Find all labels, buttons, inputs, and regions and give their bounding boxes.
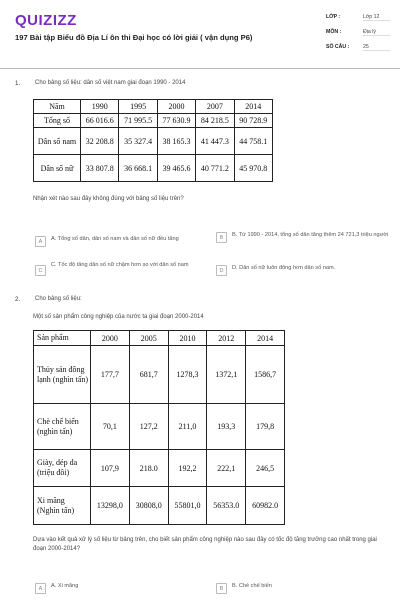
- header-divider: [0, 68, 400, 69]
- option-text: B. Chè chế biến: [232, 583, 272, 589]
- option-b[interactable]: [216, 232, 394, 243]
- table-cell: 107,9: [91, 450, 130, 487]
- meta-label: SỐ CÂU :: [326, 44, 350, 50]
- table-cell: 1372,1: [207, 346, 246, 404]
- table-row: [34, 155, 273, 182]
- question-1-prompt: Nhận xét nào sau đây không đúng với bảng số liệu trên?: [33, 196, 184, 202]
- table-cell: 90 728.9: [234, 114, 272, 128]
- question-2-text: Cho bảng số liệu:: [35, 296, 82, 302]
- table-header-row: [34, 331, 285, 346]
- table-header-cell: 2005: [129, 331, 168, 346]
- option-letter-badge: C: [35, 265, 46, 276]
- row-label: Dân số nữ: [34, 155, 81, 182]
- table-cell: 56353.0: [207, 487, 246, 525]
- table-cell: 681,7: [129, 346, 168, 404]
- meta-count: [326, 44, 390, 59]
- worksheet-title: 197 Bài tập Biểu đồ Địa Lí ôn thi Đại học có lời giải ( vận dụng P6): [15, 33, 253, 42]
- table-cell: 38 165.3: [157, 128, 195, 155]
- option-letter-badge: A: [35, 583, 46, 594]
- table-header-cell: 1990: [81, 100, 119, 114]
- table-cell: 44 758.1: [234, 128, 272, 155]
- table-row: [34, 346, 285, 404]
- meta-value: Lớp 12: [363, 14, 390, 21]
- option-c[interactable]: [35, 262, 210, 276]
- table-cell: 193,3: [207, 404, 246, 450]
- table-cell: 71 995.5: [119, 114, 157, 128]
- population-table: [33, 99, 273, 182]
- table-cell: 30808,0: [129, 487, 168, 525]
- quizizz-logo: QUIZIZZ: [15, 12, 77, 29]
- table-row: [34, 114, 273, 128]
- meta-value: 25: [363, 44, 390, 51]
- table-header-cell: Sản phẩm: [34, 331, 91, 346]
- row-label: Tổng số: [34, 114, 81, 128]
- meta-value: Địa lý: [363, 29, 390, 36]
- question-2-prompt: Dựa vào kết quả xử lý số liệu từ bảng trên, cho biết sản phẩm công nghiệp nào sau đây có tốc độ tăng trưởng cao nhất trong giai đoạn 2000-2014?: [33, 537, 377, 552]
- row-label: Chè chế biến (nghìn tấn): [34, 404, 91, 450]
- option-text: B. Từ 1990 - 2014, tổng số dân tăng thêm 24 721,3 triệu người: [232, 232, 389, 238]
- table-cell: 33 807.8: [81, 155, 119, 182]
- meta-label: LỚP :: [326, 14, 341, 20]
- question-1-number: 1.: [15, 80, 21, 87]
- table-cell: 36 668.1: [119, 155, 157, 182]
- table-cell: 35 327.4: [119, 128, 157, 155]
- table-cell: 70,1: [91, 404, 130, 450]
- row-label: Xi măng (Nghìn tấn): [34, 487, 91, 525]
- table-cell: 218.0: [129, 450, 168, 487]
- table-row: [34, 487, 285, 525]
- option-text: A. Xi măng: [51, 583, 79, 589]
- table-cell: 40 771.2: [196, 155, 234, 182]
- table-cell: 55801,0: [168, 487, 207, 525]
- worksheet-meta: [326, 14, 390, 59]
- option-text: D. Dân số nữ luôn đông hơn dân số nam.: [232, 265, 336, 271]
- table-row: [34, 404, 285, 450]
- table-header-cell: 2000: [157, 100, 195, 114]
- table-cell: 60982.0: [246, 487, 285, 525]
- question-1-text: Cho bảng số liệu: dân số việt nam giai đoạn 1990 - 2014: [35, 80, 186, 86]
- meta-subject: [326, 29, 390, 44]
- table-cell: 246,5: [246, 450, 285, 487]
- table-header-cell: 2000: [91, 331, 130, 346]
- option-letter-badge: D: [216, 265, 227, 276]
- table-cell: 127,2: [129, 404, 168, 450]
- table-row: [34, 450, 285, 487]
- table-cell: 177,7: [91, 346, 130, 404]
- table-cell: 13298,0: [91, 487, 130, 525]
- table-cell: 192,2: [168, 450, 207, 487]
- table-cell: 1278,3: [168, 346, 207, 404]
- question-2-subtitle: Một số sản phẩm công nghiệp của nước ta giai đoạn 2000-2014: [33, 314, 204, 320]
- table-header-cell: 2014: [246, 331, 285, 346]
- option-letter-badge: A: [35, 236, 46, 247]
- question-2-number: 2.: [15, 296, 21, 303]
- table-cell: 32 208.8: [81, 128, 119, 155]
- option-text: C. Tốc độ tăng dân số nữ chậm hơn so với dân số nam: [51, 262, 189, 268]
- table-cell: 45 970.8: [234, 155, 272, 182]
- row-label: Giày, dép da (triệu đôi): [34, 450, 91, 487]
- table-cell: 222,1: [207, 450, 246, 487]
- table-header-cell: 2012: [207, 331, 246, 346]
- industry-table: [33, 330, 285, 525]
- table-cell: 39 465.6: [157, 155, 195, 182]
- table-cell: 1586,7: [246, 346, 285, 404]
- row-label: Dân số nam: [34, 128, 81, 155]
- option-a[interactable]: [35, 236, 210, 247]
- option-d[interactable]: [216, 265, 394, 276]
- table-cell: 211,0: [168, 404, 207, 450]
- table-header-cell: Năm: [34, 100, 81, 114]
- table-header-cell: 2010: [168, 331, 207, 346]
- meta-label: MÔN :: [326, 29, 342, 35]
- option-letter-badge: B: [216, 232, 227, 243]
- option-a[interactable]: [35, 583, 210, 594]
- table-cell: 66 016.6: [81, 114, 119, 128]
- option-b[interactable]: [216, 583, 391, 594]
- table-header-row: [34, 100, 273, 114]
- table-cell: 77 630.9: [157, 114, 195, 128]
- table-header-cell: 2007: [196, 100, 234, 114]
- table-row: [34, 128, 273, 155]
- meta-class: [326, 14, 390, 29]
- option-text: A. Tổng số dân, dân số nam và dân số nữ đều tăng: [51, 236, 179, 242]
- table-header-cell: 2014: [234, 100, 272, 114]
- table-cell: 41 447.3: [196, 128, 234, 155]
- table-cell: 84 218.5: [196, 114, 234, 128]
- row-label: Thủy sản đông lạnh (nghìn tấn): [34, 346, 91, 404]
- table-cell: 179,8: [246, 404, 285, 450]
- option-letter-badge: B: [216, 583, 227, 594]
- table-header-cell: 1995: [119, 100, 157, 114]
